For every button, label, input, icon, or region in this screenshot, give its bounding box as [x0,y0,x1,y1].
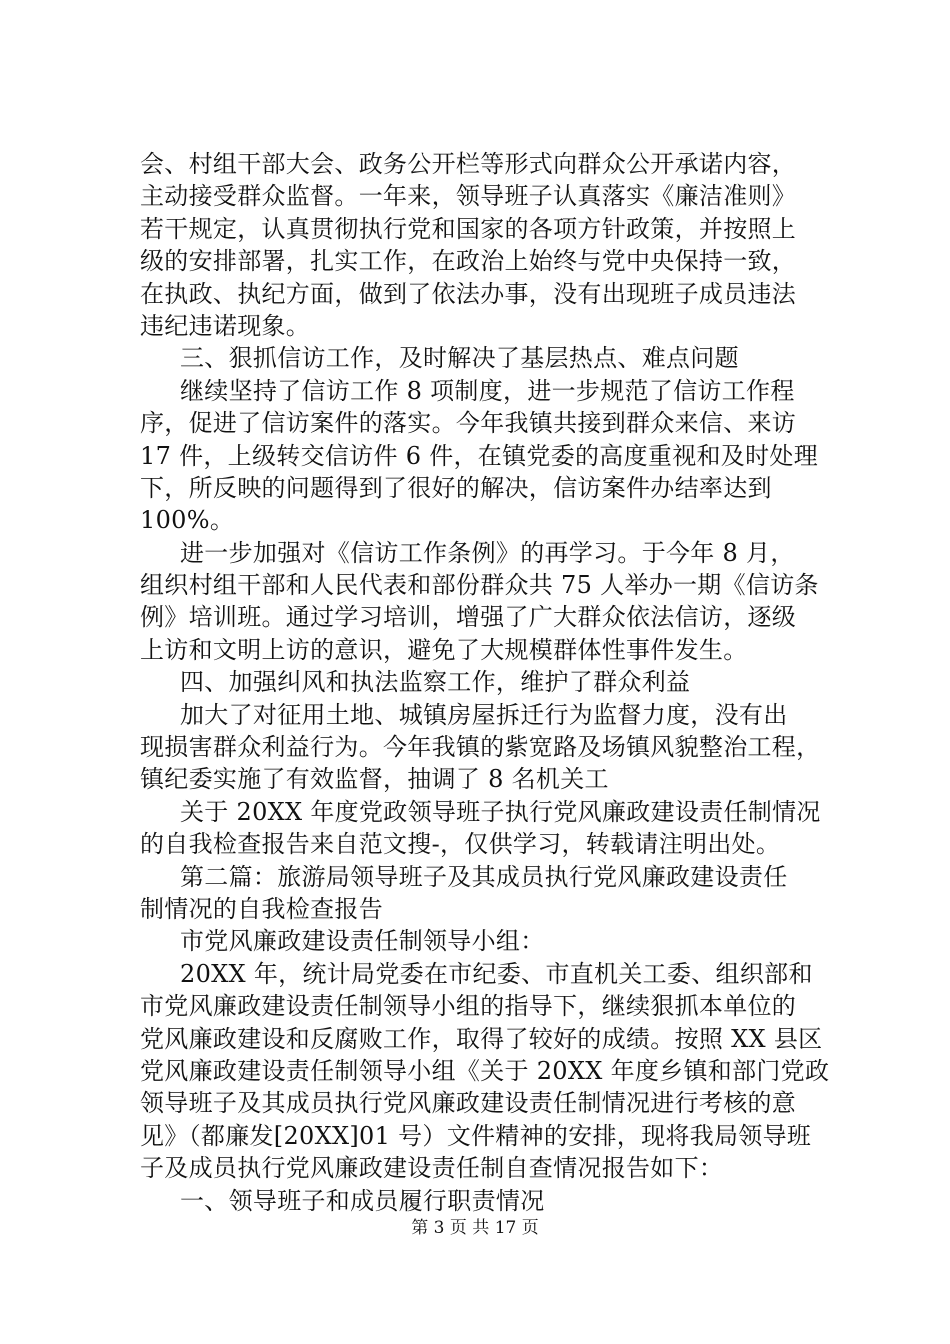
text-line: 的自我检查报告来自范文搜-，仅供学习，转载请注明出处。 [140,830,781,859]
text-line: 领导班子及其成员执行党风廉政建设责任制情况进行考核的意 [140,1089,797,1118]
section-heading: 三、狠抓信访工作，及时解决了基层热点、难点问题 [180,344,739,373]
text-line: 子及成员执行党风廉政建设责任制自查情况报告如下： [140,1154,724,1183]
text-line: 20XX 年，统计局党委在市纪委、市直机关工委、组织部和 [180,959,813,988]
text-line: 组织村组干部和人民代表和部份群众共 75 人举办一期《信访条 [140,571,819,600]
text-line: 100%。 [140,506,235,535]
section-heading: 一、领导班子和成员履行职责情况 [180,1186,545,1215]
section-heading: 四、加强纠风和执法监察工作，维护了群众利益 [180,668,691,697]
text-line: 现损害群众利益行为。今年我镇的紫宽路及场镇风貌整治工程， [140,733,821,762]
document-body [140,148,840,1217]
text-line: 制情况的自我检查报告 [140,894,383,923]
text-line: 若干规定，认真贯彻执行党和国家的各项方针政策，并按照上 [140,214,797,243]
text-line: 见》（都廉发[20XX]01 号）文件精神的安排，现将我局领导班 [140,1121,812,1150]
text-line: 继续坚持了信访工作 8 项制度，进一步规范了信访工作程 [180,376,795,405]
section-heading: 第二篇：旅游局领导班子及其成员执行党风廉政建设责任 [180,862,788,891]
text-line: 在执政、执纪方面，做到了依法办事，没有出现班子成员违法 [140,279,797,308]
text-line: 下，所反映的问题得到了很好的解决，信访案件办结率达到 [140,473,772,502]
text-line: 党风廉政建设责任制领导小组《关于 20XX 年度乡镇和部门党政 [140,1056,830,1085]
salutation: 市党风廉政建设责任制领导小组： [180,927,545,956]
text-line: 关于 20XX 年度党政领导班子执行党风廉政建设责任制情况 [180,797,821,826]
text-line: 序，促进了信访案件的落实。今年我镇共接到群众来信、来访 [140,409,797,438]
text-line: 例》培训班。通过学习培训，增强了广大群众依法信访，逐级 [140,603,797,632]
text-line: 市党风廉政建设责任制领导小组的指导下，继续狠抓本单位的 [140,992,797,1021]
text-line: 会、村组干部大会、政务公开栏等形式向群众公开承诺内容， [140,150,797,178]
text-line: 党风廉政建设和反腐败工作，取得了较好的成绩。按照 XX 县区 [140,1024,823,1053]
text-line: 主动接受群众监督。一年来，领导班子认真落实《廉洁准则》 [140,182,797,211]
text-line: 上访和文明上访的意识，避免了大规模群体性事件发生。 [140,635,748,664]
text-line: 进一步加强对《信访工作条例》的再学习。于今年 8 月， [180,538,795,567]
text-line: 17 件，上级转交信访件 6 件，在镇党委的高度重视和及时处理 [140,441,818,470]
text-line: 违纪违诺现象。 [140,311,311,340]
text-line: 加大了对征用土地、城镇房屋拆迁行为监督力度，没有出 [180,700,788,729]
text-line: 级的安排部署，扎实工作，在政治上始终与党中央保持一致， [140,247,797,276]
page-number-footer: 第 3 页 共 17 页 [411,1218,539,1238]
text-line: 镇纪委实施了有效监督，抽调了 8 名机关工 [140,765,609,794]
